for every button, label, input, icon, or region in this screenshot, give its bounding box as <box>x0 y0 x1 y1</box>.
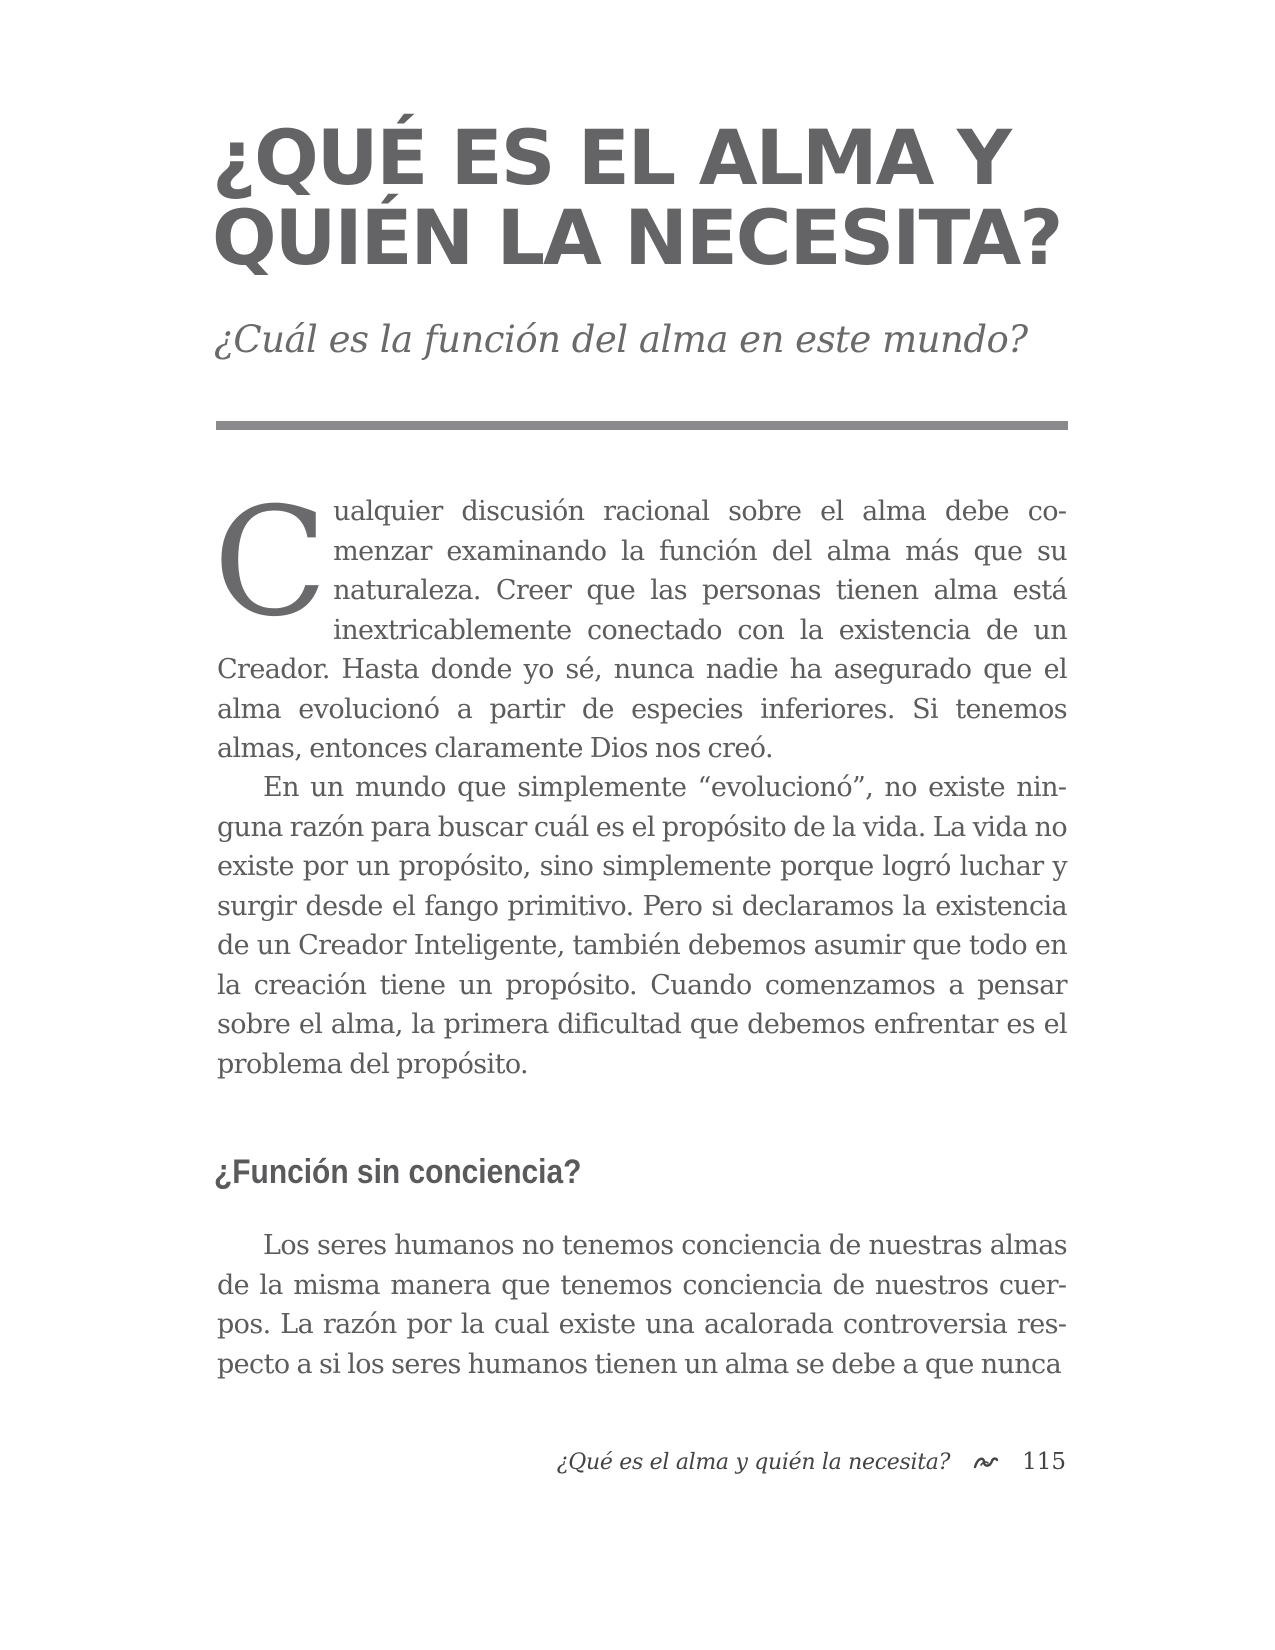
page-footer <box>500 1442 1066 1482</box>
title-divider-rule <box>216 421 1068 430</box>
page-number: 115 <box>1022 1449 1066 1475</box>
chapter-title <box>212 113 1092 282</box>
paragraph-1-text: ualquier discusión racional sobre el alma debe comenzar examinando la función del alma más que su naturaleza. Creer que las personas tienen alma está inextricablemente conectado con la existencia de un Creador. Hasta donde yo sé, nunca nadie ha asegurado que el alma evolucionó a partir de especies inferiores. Si tenemos almas, entonces claramente Dios nos creó. <box>217 496 1067 764</box>
section-heading: ¿Función sin conciencia? <box>214 1153 582 1191</box>
paragraph-1 <box>213 476 1067 769</box>
paragraph-3: Los seres humanos no tenemos conciencia de nuestras almas de la misma manera que tenemos conciencia de nuestros cuerpos. La razón por la cual existe una acalorada controversia respecto a si los seres humanos tienen un alma se debe a que nunca <box>217 1230 1067 1380</box>
chapter-title-line-2: QUIÉN LA NECESITA? <box>212 193 1062 282</box>
swash-ornament-icon <box>972 1453 1000 1471</box>
drop-cap: C <box>213 476 328 650</box>
chapter-title-line-1: ¿QUÉ ES EL ALMA Y <box>212 113 1010 202</box>
running-footer-title: ¿Qué es el alma y quién la necesita? <box>556 1449 951 1475</box>
chapter-subtitle: ¿Cuál es la función del alma en este mundo? <box>214 318 1028 361</box>
paragraph-2: En un mundo que simplemente “evolucionó”, no existe ninguna razón para buscar cuál es el propósito de la vida. La vida no existe por un propósito, sino simplemente porque logró luchar y surgir desde el fango primitivo. Pero si declaramos la existencia de un Creador Inteligente, también debemos asumir que todo en la creación tiene un propósito. Cuando comenzamos a pensar sobre el alma, la primera dificultad que debemos enfrentar es el problema del propósito. <box>217 772 1067 1080</box>
